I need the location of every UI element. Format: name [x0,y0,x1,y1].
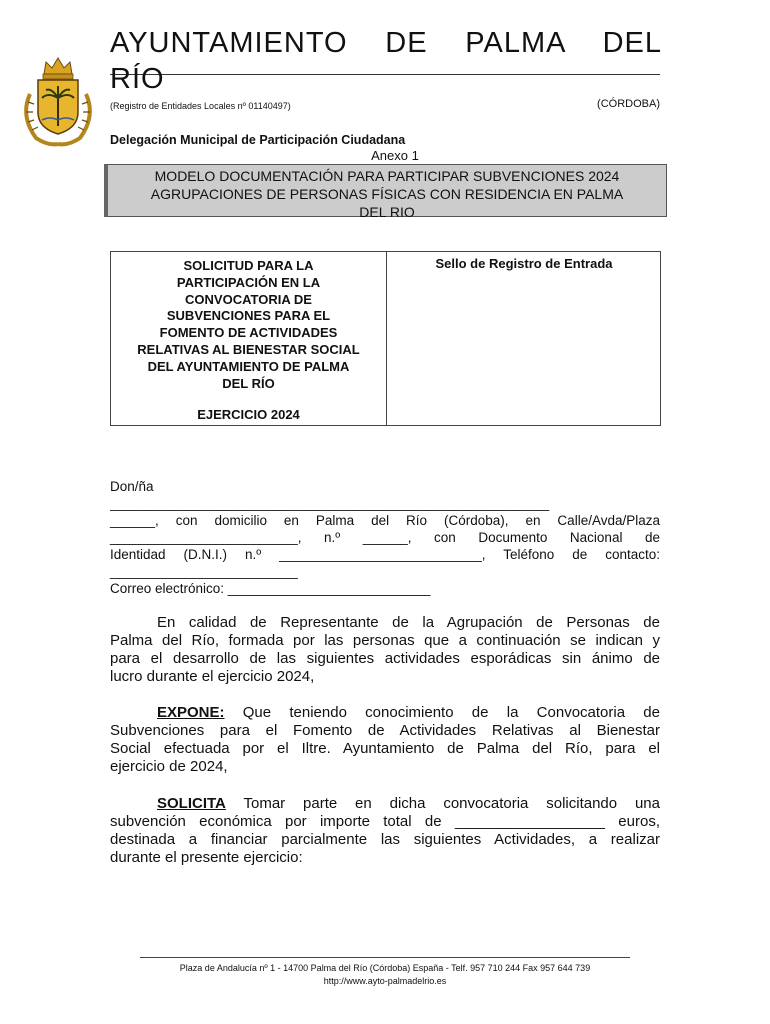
application-title-line: RELATIVAS AL BIENESTAR SOCIAL [137,341,360,357]
applicant-name-field[interactable]: _________________________________________________________ [110,496,550,511]
registry-stamp-label: Sello de Registro de Entrada [435,256,613,271]
application-title-line: SUBVENCIONES PARA EL [166,308,331,324]
applicant-label: Don/ña [110,479,154,494]
document-title: AYUNTAMIENTO DE PALMA DEL [110,27,662,59]
footer-divider [140,957,630,958]
application-title-cell [111,252,387,425]
expone-text: Que teniendo conocimiento de la Convocatoria de [224,704,660,721]
expone-line: ejercicio de 2024, [110,758,228,775]
registry-stamp-cell [387,252,661,271]
application-title-line: PARTICIPACIÓN EN LA [176,274,321,290]
banner-line: AGRUPACIONES DE PERSONAS FÍSICAS CON RESIDENCIA EN PALMA [150,186,624,202]
solicita-paragraph [110,795,660,814]
footer-website-link[interactable]: http://www.ayto-palmadelrio.es [323,976,447,986]
dni-field[interactable]: Identidad (D.N.I.) n.º ___________________________, Teléfono de contacto: [110,547,660,562]
solicita-text: Tomar parte en dicha convocatoria solicitando una [225,795,660,812]
application-title-line: DEL RÍO [222,375,275,391]
email-field[interactable]: Correo electrónico: ___________________________ [110,581,431,596]
application-title-line: DEL AYUNTAMIENTO DE PALMA [147,358,350,374]
province-label: (CÓRDOBA) [597,98,660,110]
address-field[interactable]: ______, con domicilio en Palma del Río (Córdoba), en Calle/Avda/Plaza [110,513,660,528]
amount-field[interactable]: subvención económica por importe total de __________________ euros, [110,813,660,830]
application-title-line: CONVOCATORIA DE [185,291,312,307]
phone-field[interactable]: _________________________ [110,564,298,579]
representative-paragraph-line: para el desarrollo de las siguientes actividades esporádicas sin ánimo de [110,650,660,667]
solicita-line: durante el presente ejercicio: [110,849,303,866]
banner-line: DEL RIO [359,204,415,220]
document-title-continued: RÍO [110,63,165,95]
solicita-line: destinada a financiar parcialmente las siguientes Actividades, a realizar [110,831,660,848]
application-header-box [110,251,661,426]
header-divider [110,74,660,75]
annex-label: Anexo 1 [371,148,419,163]
expone-label: EXPONE: [157,704,225,721]
solicita-label: SOLICITA [157,795,226,812]
expone-line: Social efectuada por el Iltre. Ayuntamiento de Palma del Río, para el [110,740,660,757]
footer-address: Plaza de Andalucía nº 1 - 14700 Palma del Río (Córdoba) España - Telf. 957 710 244 Fax 957 644 739 [179,963,591,973]
application-title-line: SOLICITUD PARA LA [183,258,314,273]
application-title-line: FOMENTO DE ACTIVIDADES [159,325,338,341]
banner-line: MODELO DOCUMENTACIÓN PARA PARTICIPAR SUBVENCIONES 2024 [154,168,620,184]
fiscal-year-label: EJERCICIO 2024 [197,407,300,422]
representative-paragraph-line: En calidad de Representante de la Agrupación de Personas de [157,614,660,631]
representative-paragraph-line: Palma del Río, formada por las personas que a continuación se indican y [110,632,660,649]
department-name: Delegación Municipal de Participación Ciudadana [110,133,406,147]
representative-paragraph-line: lucro durante el ejercicio 2024, [110,668,315,685]
form-banner [104,164,667,220]
registry-number: (Registro de Entidades Locales nº 01140497) [110,101,291,111]
expone-paragraph [110,704,660,723]
expone-line: Subvenciones para el Fomento de Actividades Relativas al Bienestar [110,722,660,739]
address-number-field[interactable]: _________________________, n.º ______, con Documento Nacional de [110,530,660,545]
coat-of-arms-icon [16,54,100,150]
footer [0,962,770,988]
